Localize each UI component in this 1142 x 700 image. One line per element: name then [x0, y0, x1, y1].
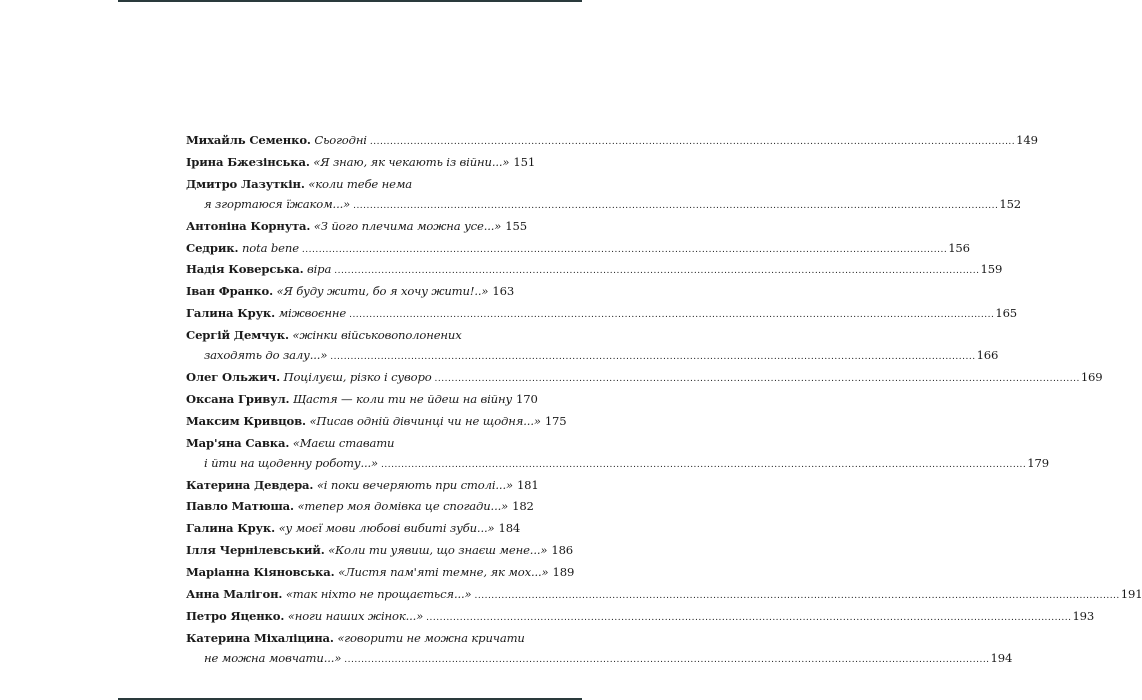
toc-title: «так ніхто не прощається...» [285, 587, 472, 602]
toc-author: Ілля Чернілевський. [186, 543, 325, 558]
toc-entry [186, 368, 1103, 390]
toc-author: Максим Кривцов. [186, 413, 306, 428]
toc-title: «і поки вечеряють при столі...» [316, 477, 513, 492]
toc-author: Павло Матюша. [186, 499, 294, 514]
toc-author: Маріанна Кіяновська. [186, 565, 335, 580]
toc-page-number: 179 [1027, 455, 1049, 470]
toc-entry-line [186, 217, 527, 239]
toc-entry-line [186, 131, 1038, 153]
toc-entry-line [186, 282, 514, 304]
toc-entry [186, 131, 1038, 153]
toc-entry [186, 260, 1003, 282]
dot-leader [475, 585, 1120, 607]
table-of-contents [186, 131, 1142, 671]
toc-author: Петро Яценко. [186, 608, 285, 623]
dot-leader [353, 195, 998, 217]
toc-title: «жінки військовополонених [292, 328, 462, 343]
toc-entry-line [186, 326, 514, 346]
toc-entry-line [186, 304, 1018, 326]
toc-entry-line [186, 239, 970, 261]
toc-entry [186, 476, 539, 498]
toc-title-continued: і йти на щоденну роботу...» [204, 455, 378, 470]
dot-leader [302, 239, 947, 261]
toc-page-number: 189 [552, 565, 575, 580]
toc-author: Анна Малігон. [186, 587, 283, 602]
toc-page-number: 193 [1072, 608, 1095, 623]
toc-author: Надія Коверська. [186, 262, 304, 277]
dot-leader [349, 304, 994, 326]
toc-title: віра [307, 262, 332, 277]
toc-entry-line [186, 585, 1142, 607]
toc-author: Оксана Гривул. [186, 391, 290, 406]
toc-title: міжвоєнне [278, 306, 347, 321]
toc-author: Антоніна Корнута. [186, 218, 311, 233]
toc-entry-line [186, 153, 536, 175]
toc-entry [186, 153, 536, 175]
toc-title: «у моєї мови любові вибиті зуби...» [278, 521, 495, 536]
dot-leader [381, 454, 1026, 476]
toc-page-number: 175 [544, 413, 567, 428]
toc-entry [186, 304, 1018, 326]
toc-entry-line [186, 175, 514, 195]
toc-entry [186, 326, 999, 368]
dot-leader [426, 607, 1071, 629]
toc-page-number: 169 [1080, 369, 1103, 384]
toc-title: «Я буду жити, бо я хочу жити!..» [276, 284, 489, 299]
toc-entry-line [186, 497, 534, 519]
toc-entry-line-continued [186, 649, 1013, 671]
toc-author: Галина Крук. [186, 306, 276, 321]
toc-author: Катерина Девдера. [186, 477, 314, 492]
toc-page-number: 151 [513, 154, 536, 169]
toc-title: «Листя пам'яті темне, як мох...» [338, 565, 549, 580]
toc-title-continued: не можна мовчати...» [204, 650, 342, 665]
toc-page-number: 194 [990, 650, 1013, 665]
toc-author: Іван Франко. [186, 284, 273, 299]
toc-entry [186, 629, 1013, 671]
toc-page-number: 166 [976, 348, 999, 363]
toc-entry [186, 282, 514, 304]
toc-title: Поцілуєш, різко і суворо [283, 369, 432, 384]
toc-title: «Писав одній дівчинці чи не щодня...» [309, 413, 541, 428]
toc-title-continued: я згортаюся їжаком...» [204, 196, 351, 211]
toc-title-continued: заходять до залу...» [204, 348, 328, 363]
toc-author: Михайль Семенко. [186, 133, 311, 147]
toc-title: Сьогодні [314, 133, 367, 147]
toc-page-number: 165 [995, 306, 1018, 321]
toc-entry [186, 239, 970, 261]
toc-author: Седрик. [186, 240, 239, 255]
toc-entry [186, 607, 1095, 629]
toc-entry-line [186, 563, 575, 585]
toc-author: Сергій Демчук. [186, 328, 289, 343]
toc-entry [186, 434, 1049, 476]
toc-entry [186, 217, 527, 239]
toc-author: Катерина Міхаліцина. [186, 630, 334, 645]
toc-entry-line [186, 434, 514, 454]
toc-title: «говорити не можна кричати [337, 630, 525, 645]
toc-entry-line-continued [186, 454, 1049, 476]
toc-page-number: 184 [498, 521, 521, 536]
toc-entry-line [186, 476, 539, 498]
dot-leader [344, 649, 989, 671]
toc-entry-line [186, 390, 538, 412]
toc-page-number: 149 [1016, 133, 1038, 147]
toc-author: Мар'яна Савка. [186, 435, 290, 450]
toc-entry-line [186, 260, 1003, 282]
toc-entry [186, 497, 534, 519]
toc-page-number: 163 [492, 284, 515, 299]
toc-entry-line-continued [186, 195, 1022, 217]
toc-entry-line [186, 607, 1095, 629]
toc-entry [186, 390, 538, 412]
toc-entry-line [186, 519, 521, 541]
toc-title: «Коли ти уявиш, що знаєш мене...» [328, 543, 548, 558]
dot-leader [370, 131, 1015, 153]
toc-page-number: 186 [551, 543, 574, 558]
toc-page-number: 170 [516, 391, 538, 406]
toc-page-number: 182 [512, 499, 534, 514]
toc-page-number: 159 [980, 262, 1003, 277]
toc-page-number: 156 [948, 240, 970, 255]
dot-leader [334, 260, 979, 282]
toc-page-number: 181 [516, 477, 539, 492]
toc-title: «Маєш ставати [292, 435, 395, 450]
toc-entry-line [186, 412, 567, 434]
dot-leader [435, 368, 1080, 390]
toc-entry [186, 412, 567, 434]
toc-title: «ноги наших жінок...» [287, 608, 424, 623]
toc-entry [186, 563, 575, 585]
toc-author: Дмитро Лазуткін. [186, 176, 305, 191]
top-border [118, 0, 582, 2]
toc-page-number: 155 [505, 218, 527, 233]
toc-author: Галина Крук. [186, 521, 276, 536]
toc-entry [186, 585, 1142, 607]
toc-title: Щастя — коли ти не йдеш на війну [292, 391, 513, 406]
toc-author: Олег Ольжич. [186, 369, 280, 384]
toc-title: «З його плечима можна усе...» [313, 218, 502, 233]
toc-page-number: 191 [1120, 587, 1142, 602]
toc-entry [186, 175, 1022, 217]
toc-title: «Я знаю, як чекають із війни...» [313, 154, 510, 169]
toc-entry-line [186, 368, 1103, 390]
toc-page-number: 152 [999, 196, 1022, 211]
toc-entry [186, 519, 521, 541]
toc-author: Ірина Бжезінська. [186, 154, 310, 169]
toc-entry [186, 541, 574, 563]
toc-entry-line [186, 629, 525, 649]
toc-title: «тепер моя домівка це спогади...» [297, 499, 509, 514]
toc-title: nota bene [241, 240, 299, 255]
toc-entry-line-continued [186, 346, 999, 368]
toc-title: «коли тебе нема [308, 176, 413, 191]
dot-leader [330, 346, 975, 368]
toc-entry-line [186, 541, 574, 563]
